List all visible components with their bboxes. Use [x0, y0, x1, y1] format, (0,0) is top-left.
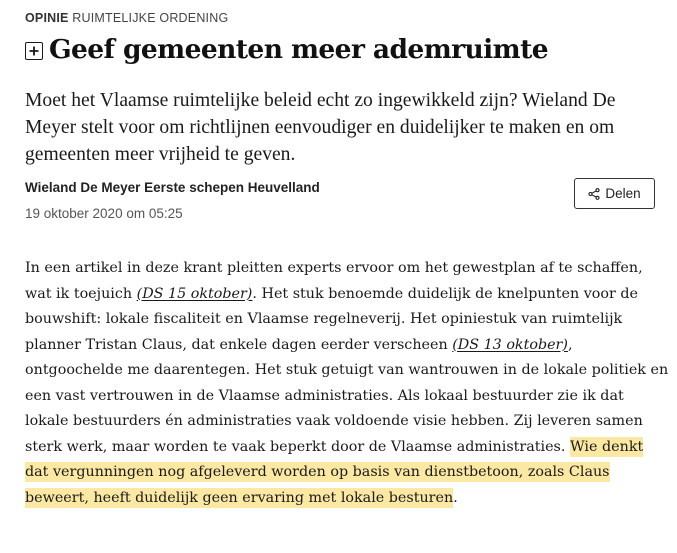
section-label[interactable]: OPINIE [25, 11, 69, 25]
section-topic[interactable]: RUIMTELIJKE ORDENING [72, 11, 229, 25]
page-title: Geef gemeenten meer ademruimte [49, 34, 548, 65]
article-body [25, 256, 670, 511]
headline-row [25, 34, 548, 65]
link-ds-15-oktober[interactable]: (DS 15 oktober) [136, 285, 253, 302]
link-ds-13-oktober[interactable]: (DS 13 oktober) [452, 336, 568, 353]
share-icon [588, 188, 600, 200]
author-byline: Wieland De Meyer Eerste schepen Heuvelland [25, 180, 320, 195]
highlighted-quote: Wie denkt dat vergunningen nog afgeleverd worden op basis van dienstbetoon, zoals Claus beweert, heeft duidelijk geen ervaring met lokale besturen [25, 438, 644, 506]
section-kicker [25, 11, 228, 25]
body-text-1: In een artikel in deze krant pleitten experts ervoor om het gewestplan af te schaffen, wat ik toejuich [25, 260, 643, 302]
share-label: Delen [605, 186, 641, 201]
article-lead: Moet het Vlaamse ruimtelijke beleid echt zo ingewikkeld zijn? Wieland De Meyer stelt voor om richtlijnen eenvoudiger en duidelijker te maken en om gemeenten meer vrijheid te geven. [25, 90, 616, 165]
plus-box-icon[interactable] [25, 42, 43, 60]
publish-date: 19 oktober 2020 om 05:25 [25, 206, 183, 221]
body-text-3: , ontgoochelde me daarentegen. Het stuk getuigt van wantrouwen in de lokale politiek en een vast vertrouwen in de Vlaamse administraties. Als lokaal bestuurder zie ik dat lokale bestuurders én administraties vaak voldoende visie hebben. Zij leveren samen sterk werk, maar worden te vaak beperkt door de Vlaamse administraties. [25, 336, 669, 455]
share-button[interactable] [574, 178, 655, 209]
body-text-end: . [453, 489, 458, 506]
body-text-2: . Het stuk benoemde duidelijk de knelpunten voor de bouwshift: lokale fiscaliteit en Vlaamse regelneverij. Het opiniestuk van ruimtelijk planner Tristan Claus, dat enkele dagen eerder verscheen [25, 285, 639, 353]
